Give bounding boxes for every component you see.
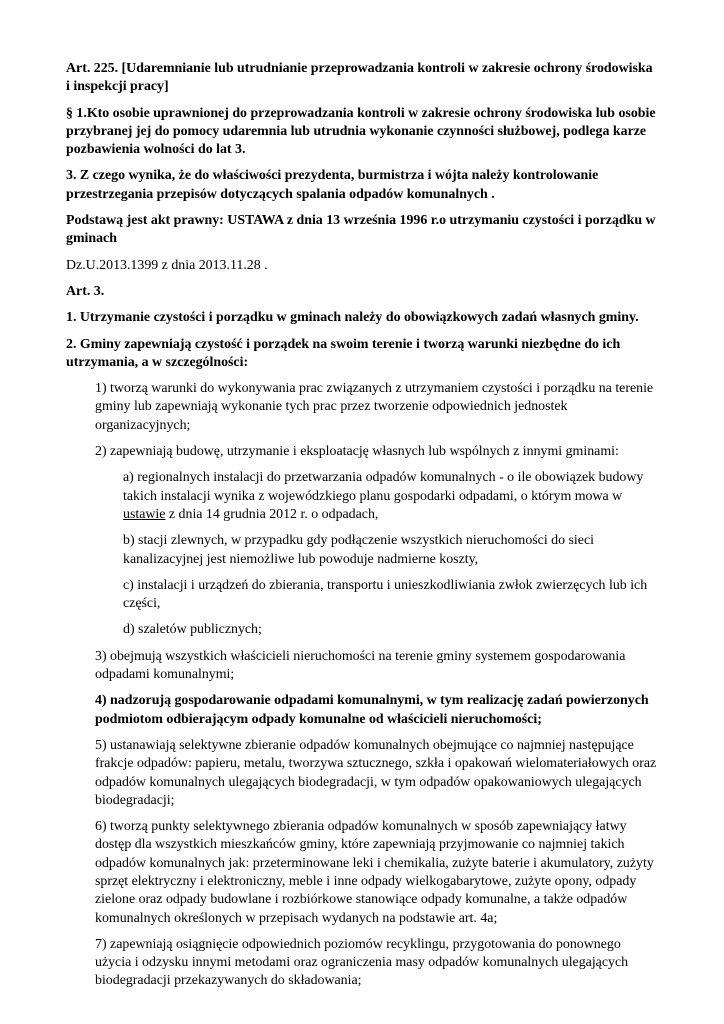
paragraph [95, 648, 658, 685]
paragraph [95, 443, 658, 461]
paragraph [95, 818, 658, 928]
paragraph-text: 7) zapewniają osiągnięcie odpowiednich poziomów recyklingu, przygotowania do ponownego użycia i odzysku innymi metodami oraz ograniczenia masy odpadów komunalnych ulegających biodegradacji przekazywanych do składowania; [95, 936, 629, 989]
paragraph-text: c) instalacji i urządzeń do zbierania, transportu i unieszkodliwiania zwłok zwierzęcych lub ich części, [123, 577, 648, 612]
paragraph-text: 5) ustanawiają selektywne zbieranie odpadów komunalnych obejmujące co najmniej następujące frakcje odpadów: papieru, metalu, tworzywa sztucznego, szkła i opakowań wielomateriałowych oraz odpadów komunalnych ulegających biodegradacji, w tym odpadów opakowaniowych ulegających biodegradacji; [95, 737, 657, 808]
paragraph [66, 257, 658, 275]
paragraph [123, 577, 658, 614]
paragraph [95, 936, 658, 991]
paragraph-text: 4) nadzorują gospodarowanie odpadami komunalnymi, w tym realizację zadań powierzonych podmiotom odbierającym odpady komunalne od właścicieli nieruchomości; [95, 693, 649, 727]
paragraph [95, 692, 658, 729]
paragraph [66, 336, 658, 373]
paragraph-text: 3. Z czego wynika, że do właściwości prezydenta, burmistrza i wójta należy kontrolowanie przestrzegania przepisów dotyczących spalania odpadów komunalnych . [66, 168, 599, 202]
paragraph-text: 1) tworzą warunki do wykonywania prac związanych z utrzymaniem czystości i porządku na terenie gminy lub zapewniają wykonanie tych prac przez tworzenie odpowiednich jednostek organizacyjnych; [95, 381, 654, 433]
paragraph-text: 2. Gminy zapewniają czystość i porządek na swoim terenie i tworzą warunki niezbędne do ich utrzymania, a w szczególności: [66, 336, 621, 370]
paragraph-text: a) regionalnych instalacji do przetwarzania odpadów komunalnych - o ile obowiązek budowy takich instalacji wynika z wojewódzkiego planu gospodarki odpadami, o którym mowa w [123, 470, 644, 504]
paragraph-text: 3) obejmują wszystkich właścicieli nieruchomości na terenie gminy systemem gospodarowania odpadami komunalnymi; [95, 648, 626, 683]
paragraph [66, 105, 658, 160]
paragraph-text: d) szaletów publicznych; [123, 622, 262, 638]
statute-link[interactable]: ustawie [123, 506, 166, 522]
paragraph [123, 469, 658, 524]
paragraph [95, 380, 658, 435]
paragraph [123, 621, 658, 639]
paragraph-text: Art. 3. [66, 283, 105, 299]
paragraph-text: 2) zapewniają budowę, utrzymanie i eksploatację własnych lub wspólnych z innymi gminami: [95, 444, 619, 460]
paragraph [66, 167, 658, 204]
paragraph [66, 60, 658, 97]
paragraph-text: 6) tworzą punkty selektywnego zbierania odpadów komunalnych w sposób zapewniający łatwy dostęp dla wszystkich mieszkańców gminy, które zapewniają przyjmowanie co najmniej takich odpadów komunalnych jak: przeterminowane leki i chemikalia, zużyte baterie i akumulatory, zużyty sprzęt elektryczny i elektroniczny, meble i inne odpady wielkogabarytowe, zużyte opony, odpady zielone oraz odpady budowlane i rozbiórkowe stanowiące odpady komunalne, a także odpadów komunalnych określonych w przepisach wydanych na podstawie art. 4a; [95, 819, 654, 926]
paragraph-text: z dnia 14 grudnia 2012 r. o odpadach, [165, 506, 379, 522]
document-body [66, 60, 658, 991]
paragraph [66, 309, 658, 327]
paragraph-text: b) stacji zlewnych, w przypadku gdy podłączenie wszystkich nieruchomości do sieci kanalizacyjnej jest niemożliwe lub powoduje nadmierne koszty, [123, 533, 594, 567]
paragraph [66, 212, 658, 249]
paragraph-text: § 1.Kto osobie uprawnionej do przeprowadzania kontroli w zakresie ochrony środowiska lub osobie przybranej jej do pomocy udaremnia lub utrudnia wykonanie czynności służbowej, podlega karze pozbawienia wolności do lat 3. [66, 105, 656, 158]
paragraph-text: Dz.U.2013.1399 z dnia 2013.11.28 . [66, 257, 268, 273]
paragraph-text: Art. 225. [Udaremnianie lub utrudnianie przeprowadzania kontroli w zakresie ochrony środowiska i inspekcji pracy] [66, 61, 653, 95]
paragraph [66, 283, 658, 301]
paragraph [95, 737, 658, 810]
paragraph-text: 1. Utrzymanie czystości i porządku w gminach należy do obowiązkowych zadań własnych gminy. [66, 310, 639, 326]
paragraph [123, 532, 658, 569]
paragraph-text: Podstawą jest akt prawny: USTAWA z dnia 13 września 1996 r.o utrzymaniu czystości i porządku w gminach [66, 213, 656, 247]
